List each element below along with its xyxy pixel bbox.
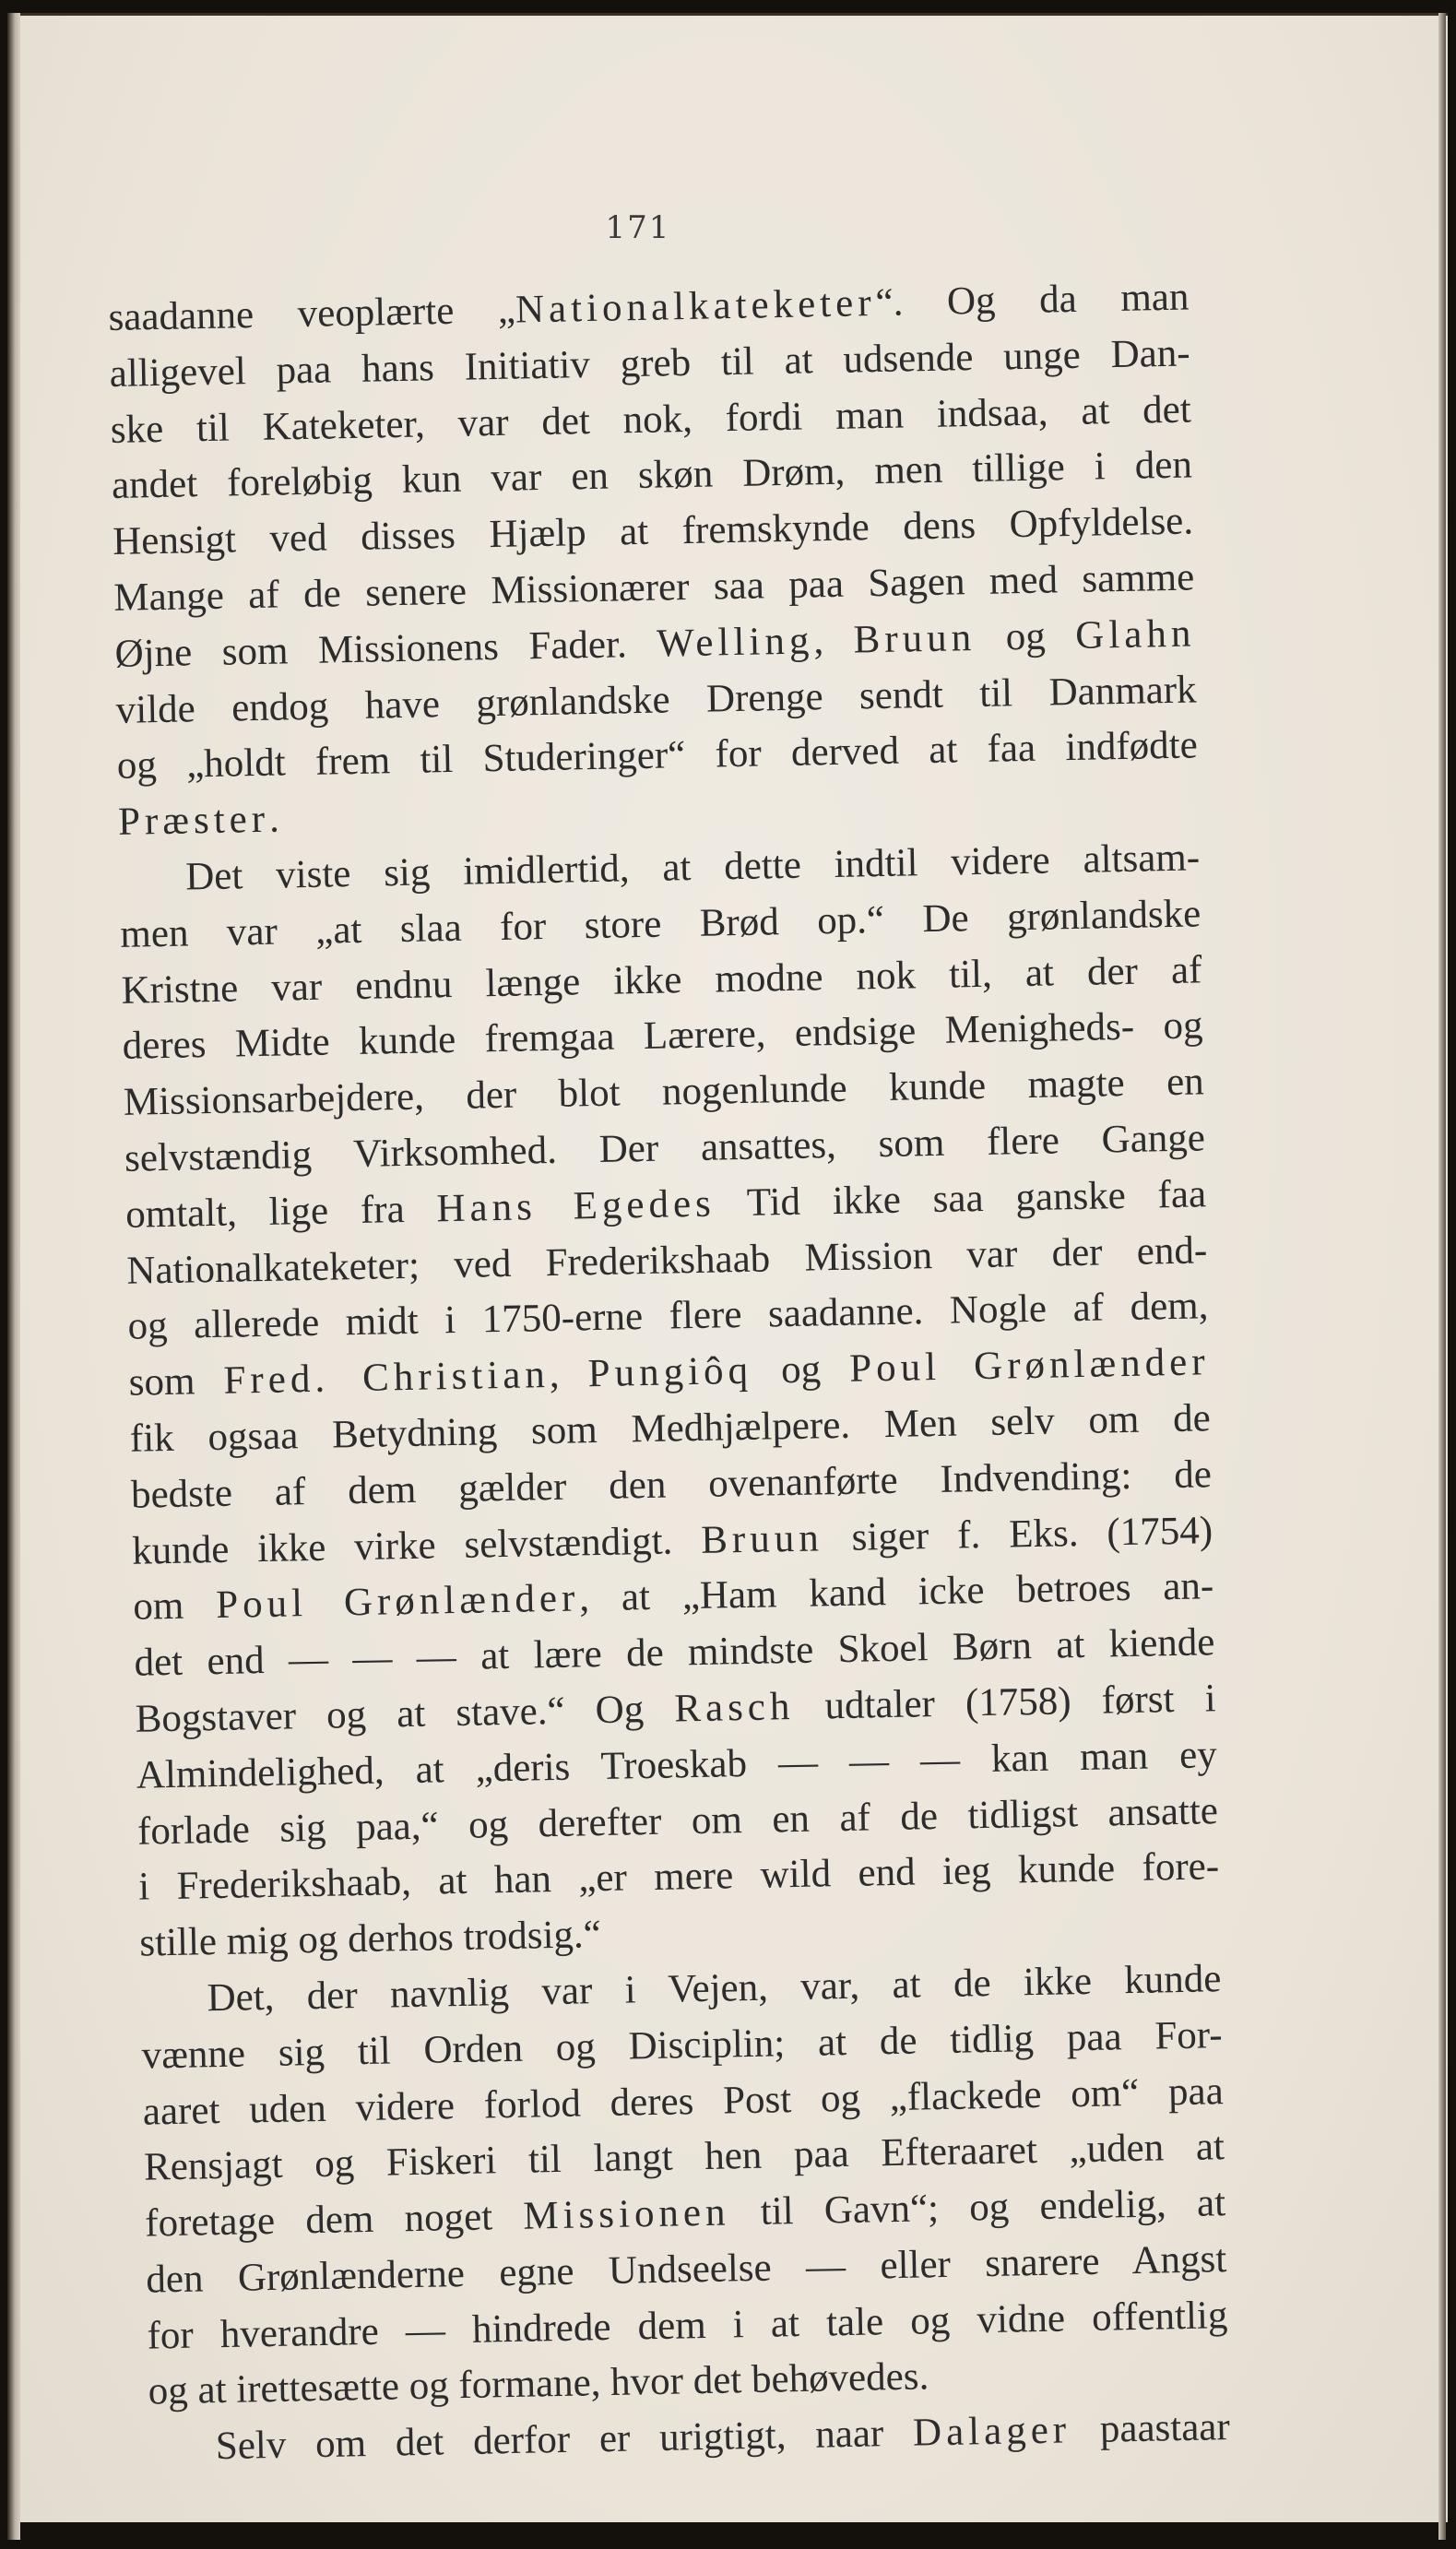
spaced-name: Præster: [117, 797, 270, 845]
text-segment: selvstændig Virksomhed. Der ansattes, som flere Gange: [124, 1116, 1206, 1180]
spaced-name: Poul Grønlænder: [215, 1576, 580, 1628]
text-segment: ske til Kateketer, var det nok, fordi man indsaa, at det: [110, 387, 1192, 452]
text-segment: “. Og da man: [875, 275, 1190, 326]
text-segment: Det, der navnlig var i Vejen, var, at de ikke kunde: [207, 1957, 1222, 2021]
text-segment: andet foreløbig kun var en skøn Drøm, men tillige i den: [111, 443, 1193, 508]
text-segment: Mange af de senere Missionærer saa paa Sagen med samme: [112, 555, 1195, 620]
text-segment: som: [128, 1358, 224, 1405]
text-segment: forlade sig paa,“ og derefter om en af de tidligst ansatte: [136, 1788, 1219, 1854]
text-segment: for hverandre — hindrede dem i at tale og vidne offentlig: [147, 2293, 1228, 2358]
text-segment: og at irettesætte og formane, hvor det behøvedes.: [148, 2354, 929, 2414]
text-segment: paastaar: [1070, 2405, 1231, 2452]
spaced-name: Bruun: [853, 615, 977, 662]
spaced-name: Missionen: [522, 2190, 730, 2238]
text-segment: , at „Ham kand icke betroes an-: [578, 1564, 1214, 1620]
spaced-name: Pungiôq: [587, 1348, 753, 1396]
text-segment: Kristne var endnu længe ikke modne nok til, at der af: [121, 947, 1202, 1013]
text-segment: fik ogsaa Betydning som Medhjælpere. Men selv om de: [129, 1396, 1212, 1461]
text-segment: udtaler (1758) først i: [793, 1677, 1216, 1728]
text-segment: den Grønlænderne egne Undseelse — eller snarere Angst: [145, 2236, 1227, 2302]
text-segment: .: [268, 797, 280, 841]
text-segment: ,: [812, 618, 855, 663]
text-segment: om: [132, 1583, 217, 1630]
text-segment: Selv om det derfor er urigtigt, naar: [215, 2411, 914, 2469]
spaced-name: Poul Grønlænder: [848, 1340, 1210, 1391]
text-segment: Almindelighed, at „deris Troeskab — — — kan man ey: [136, 1732, 1218, 1797]
text-segment: det end — — — at lære de mindste Skoel Børn at kiende: [134, 1620, 1215, 1685]
body-text: [108, 270, 1230, 2477]
page-number: 171: [605, 209, 671, 246]
text-segment: og allerede midt i 1750-erne flere saadanne. Nogle af dem,: [127, 1284, 1209, 1349]
text-segment: Rensjagt og Fiskeri til langt hen paa Efteraaret „uden at: [143, 2125, 1225, 2189]
text-segment: Missionsarbejdere, der blot nogenlunde kunde magte en: [123, 1060, 1205, 1124]
spaced-name: Fred. Christian: [223, 1353, 550, 1403]
text-segment: i Frederikshaab, at han „er mere wild end ieg kunde fore-: [137, 1844, 1220, 1909]
page-right-edge: [1438, 13, 1446, 2540]
text-segment: foretage dem noget: [144, 2194, 524, 2246]
text-segment: Bogstaver og at stave.“ Og: [135, 1687, 675, 1741]
text-segment: siger f. Eks. (1754): [823, 1508, 1213, 1559]
text-segment: saadanne veoplærte „: [108, 288, 516, 339]
spaced-name: Hans Egedes: [436, 1181, 716, 1231]
spaced-name: Welling: [656, 619, 814, 666]
text-segment: kunde ikke virke selvstændigt.: [131, 1518, 702, 1573]
text-segment: bedste af dem gælder den ovenanførte Indvending: de: [130, 1452, 1213, 1517]
text-segment: Det viste sig imidlertid, at dette indtil videre altsam-: [184, 836, 1201, 899]
text-segment: men var „at slaa for store Brød op.“ De grønlandske: [119, 892, 1201, 956]
book-spine-shadow: [7, 13, 20, 2540]
spaced-name: Bruun: [700, 1515, 824, 1562]
text-segment: alligevel paa hans Initiativ greb til at udsende unge Dan-: [109, 331, 1190, 396]
text-segment: og: [752, 1346, 850, 1393]
text-segment: ,: [549, 1352, 589, 1397]
spaced-name: Dalager: [912, 2408, 1071, 2455]
spaced-name: Rasch: [673, 1684, 795, 1731]
text-segment: deres Midte kunde fremgaa Lærere, endsige Menigheds- og: [122, 1003, 1203, 1069]
text-segment: Hensigt ved disses Hjælp at fremskynde dens Opfyldelse.: [112, 499, 1194, 564]
text-segment: stille mig og derhos trodsig.“: [138, 1913, 602, 1965]
text-segment: omtalt, lige fra: [124, 1187, 437, 1237]
spaced-name: Nationalkateketer: [515, 281, 876, 332]
text-segment: til Gavn“; og endelig, at: [729, 2181, 1226, 2235]
text-segment: Tid ikke saa ganske faa: [715, 1172, 1207, 1226]
text-segment: aaret uden videre forlod deres Post og „flackede om“ paa: [142, 2069, 1225, 2134]
book-page: [20, 13, 1448, 2522]
text-segment: og: [975, 613, 1076, 659]
spaced-name: Glahn: [1074, 611, 1196, 658]
text-segment: Øjne som Missionens Fader.: [114, 622, 657, 676]
text-segment: vilde endog have grønlandske Drenge sendt til Danmark: [115, 667, 1197, 732]
text-segment: Nationalkateketer; ved Frederikshaab Mission var der end-: [125, 1227, 1208, 1293]
text-segment: vænne sig til Orden og Disciplin; at de tidlig paa For-: [141, 2012, 1223, 2078]
text-segment: og „holdt frem til Studeringer“ for derved at faa indfødte: [116, 723, 1199, 788]
